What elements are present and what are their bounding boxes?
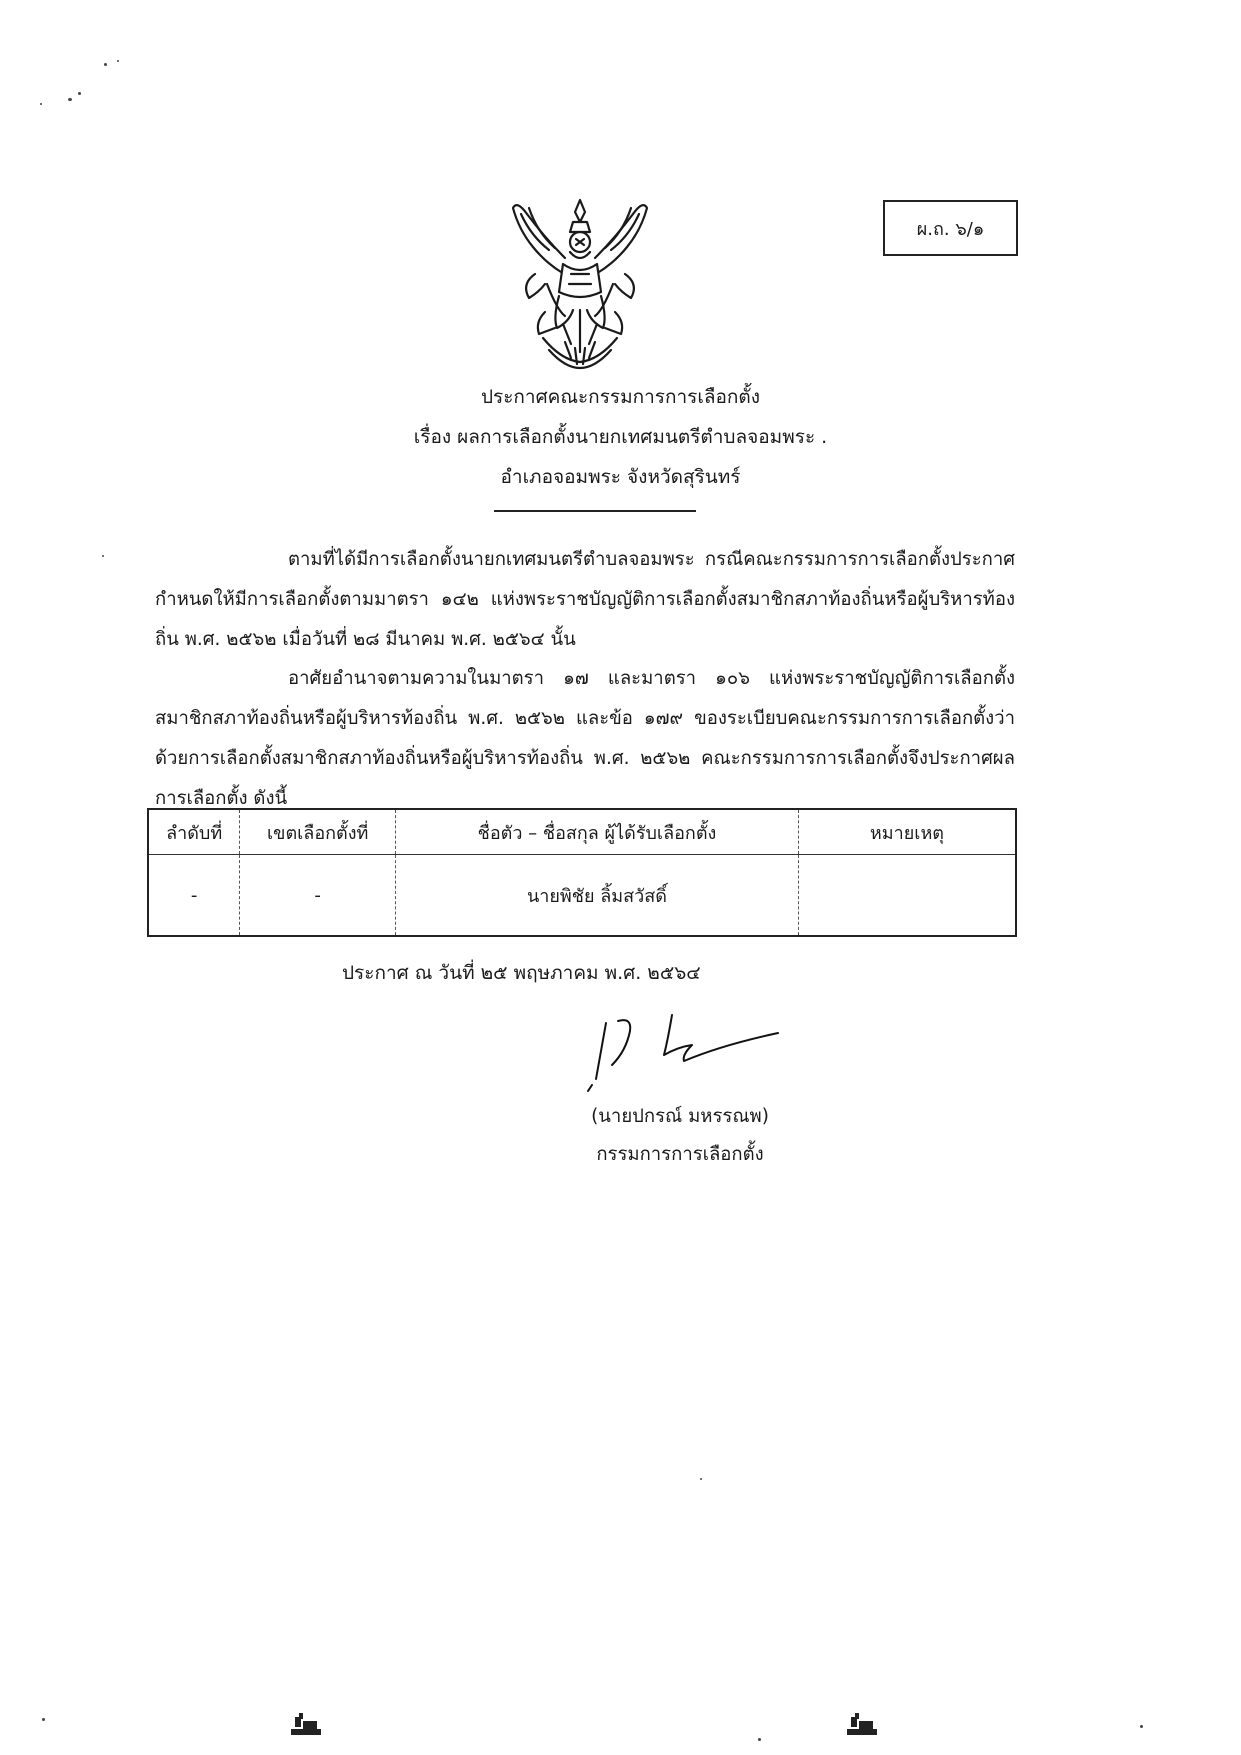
scan-speck — [40, 103, 42, 105]
scan-speck — [78, 92, 81, 95]
announcement-date: ประกาศ ณ วันที่ ๒๕ พฤษภาคม พ.ศ. ๒๕๖๔ — [342, 962, 701, 984]
header-name: ชื่อตัว – ชื่อสกุล ผู้ได้รับเลือกตั้ง — [396, 809, 799, 855]
cell-order: - — [148, 855, 240, 937]
form-code: ผ.ถ. ๖/๑ — [916, 218, 985, 240]
signer-name: (นายปกรณ์ มหรรณพ) — [591, 1106, 769, 1127]
paragraph-2-text: อาศัยอำนาจตามความในมาตรา ๑๗ และมาตรา ๑๐๖ แห่งพระราชบัญญัติการเลือกตั้งสมาชิกสภาท้องถิ่นหรือผู้บริหารท้องถิ่น พ.ศ. ๒๕๖๒ และข้อ ๑๗๙ ของระเบียบคณะกรรมการการเลือกตั้งว่าด้วยการเลือกตั้งสมาชิกสภาท้องถิ่นหรือผู้บริหารท้องถิ่น พ.ศ. ๒๕๖๒ คณะกรรมการการเลือกตั้งจึงประกาศผลการเลือกตั้ง ดังนี้ — [155, 668, 1015, 809]
cell-district: - — [240, 855, 396, 937]
cell-name: นายพิชัย ลิ้มสวัสดิ์ — [396, 855, 799, 937]
header-order: ลำดับที่ — [148, 809, 240, 855]
signature-image — [582, 1005, 802, 1095]
table-row — [148, 855, 1016, 937]
table-header-row — [148, 809, 1016, 855]
garuda-emblem-icon — [505, 192, 655, 370]
footer-stamp-icon — [843, 1713, 883, 1739]
scan-speck — [758, 1738, 761, 1741]
footer-stamp-icon — [287, 1713, 327, 1739]
header-remarks: หมายเหตุ — [798, 809, 1016, 855]
scan-speck — [117, 60, 119, 62]
scan-speck — [700, 1478, 702, 1480]
cell-remarks — [798, 855, 1016, 937]
election-results-table — [147, 808, 1017, 937]
body-paragraph-1 — [155, 540, 1015, 660]
scan-speck — [1140, 1725, 1143, 1728]
scan-speck — [102, 555, 104, 557]
heading-divider — [494, 510, 696, 512]
scan-speck — [68, 98, 72, 101]
announcement-title: ประกาศคณะกรรมการการเลือกตั้ง — [480, 386, 761, 408]
announcement-location: อำเภอจอมพระ จังหวัดสุรินทร์ — [500, 466, 741, 488]
signer-position: กรรมการการเลือกตั้ง — [596, 1144, 764, 1165]
scan-speck — [104, 63, 107, 66]
body-paragraph-2 — [155, 659, 1015, 819]
form-code-box — [883, 200, 1018, 256]
announcement-subject: เรื่อง ผลการเลือกตั้งนายกเทศมนตรีตำบลจอมพระ . — [413, 426, 828, 448]
header-district: เขตเลือกตั้งที่ — [240, 809, 396, 855]
scan-speck — [42, 1718, 45, 1721]
paragraph-1-text: ตามที่ได้มีการเลือกตั้งนายกเทศมนตรีตำบลจอมพระ กรณีคณะกรรมการการเลือกตั้งประกาศกำหนดให้มีการเลือกตั้งตามมาตรา ๑๔๒ แห่งพระราชบัญญัติการเลือกตั้งสมาชิกสภาท้องถิ่นหรือผู้บริหารท้องถิ่น พ.ศ. ๒๕๖๒ เมื่อวันที่ ๒๘ มีนาคม พ.ศ. ๒๕๖๔ นั้น — [155, 549, 1015, 650]
